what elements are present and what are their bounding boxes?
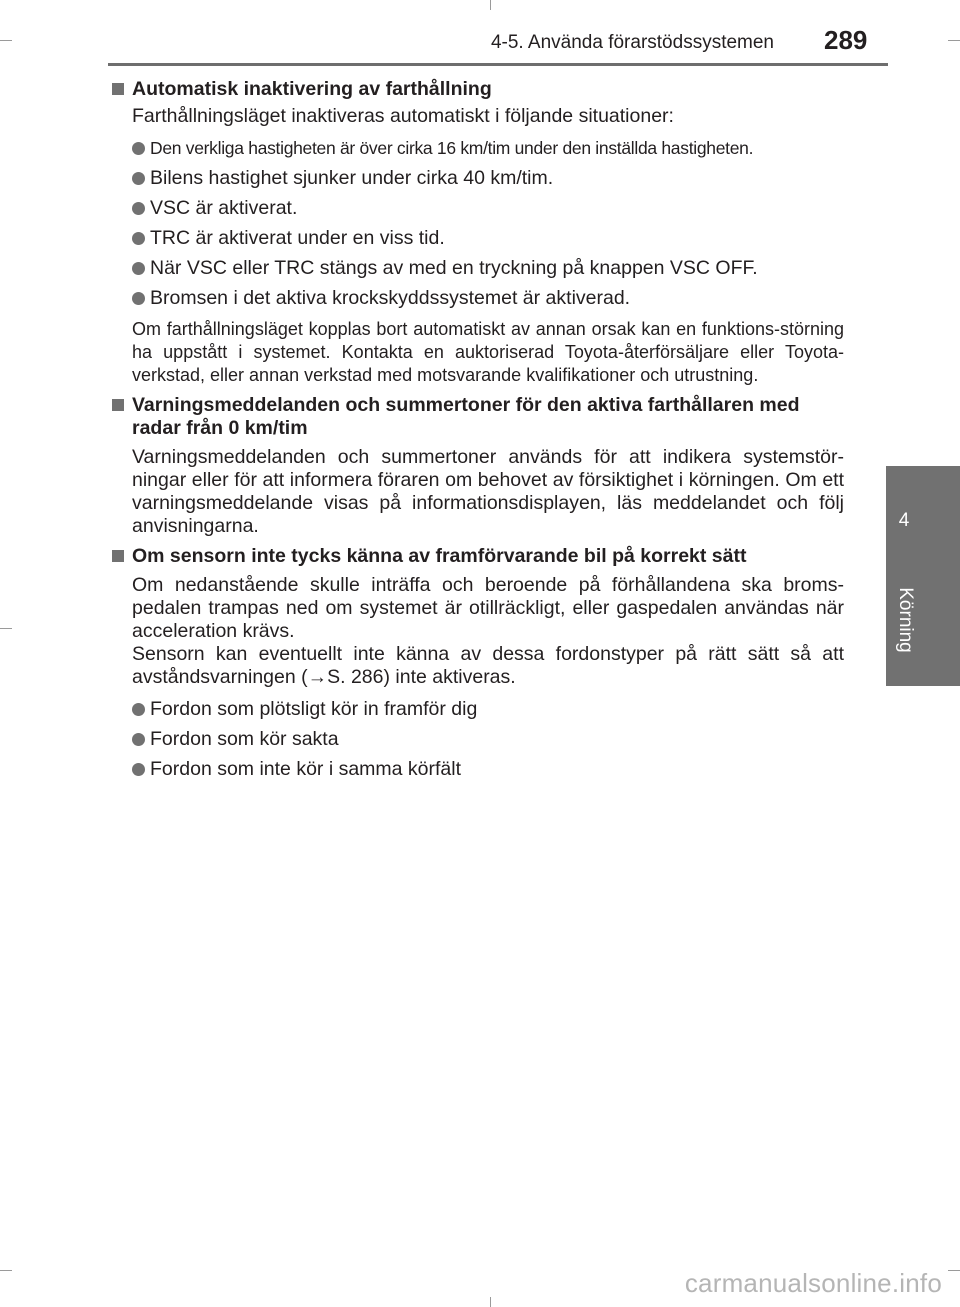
list-item-text: Fordon som kör sakta xyxy=(150,728,339,750)
square-bullet-icon xyxy=(112,550,124,562)
crop-mark xyxy=(0,1270,12,1271)
chapter-label xyxy=(880,575,930,665)
list-item xyxy=(108,227,844,250)
heading-text: Varningsmeddelanden och summertoner för den aktiva farthållaren med radar från 0 km/tim xyxy=(132,394,800,439)
list-item-text: Bilens hastighet sjunker under cirka 40 km/tim. xyxy=(150,167,554,189)
list-item xyxy=(108,257,844,280)
crop-mark xyxy=(948,40,960,41)
crop-mark xyxy=(490,1297,491,1307)
section-heading xyxy=(108,545,844,568)
list-item xyxy=(108,197,844,220)
list-item-text: När VSC eller TRC stängs av med en tryckning på knappen VSC OFF. xyxy=(150,257,758,279)
chapter-label-text: Körning xyxy=(895,587,916,653)
crop-mark xyxy=(490,0,491,10)
watermark: carmanualsonline.info xyxy=(684,1268,942,1298)
list-item xyxy=(108,758,844,781)
square-bullet-icon xyxy=(112,83,124,95)
round-bullet-icon xyxy=(132,292,145,305)
page-content xyxy=(108,72,844,781)
square-bullet-icon xyxy=(112,399,124,411)
heading-text: Automatisk inaktivering av farthållning xyxy=(132,78,492,100)
chapter-number: 4 xyxy=(898,510,910,531)
list-item xyxy=(108,287,844,310)
crop-mark xyxy=(948,1270,960,1271)
paragraph: Om nedanstående skulle inträffa och beroende på förhållandena ska broms-pedalen trampas ned om systemet är otillräckligt, eller gaspedalen användas när acceleration krävs. xyxy=(132,574,844,642)
list-item xyxy=(108,728,844,751)
round-bullet-icon xyxy=(132,232,145,245)
crop-mark xyxy=(0,40,12,41)
section-heading xyxy=(108,78,844,101)
section-title: 4-5. Använda förarstödssystemen xyxy=(490,32,774,53)
paragraph: Varningsmeddelanden och summertoner används för att indikera systemstör-ningar eller för att informera föraren om behovet av försiktighet i körningen. Om ett varningsmeddelande visas på informationsdisplayen, läs meddelandet och följ anvisningarna. xyxy=(132,446,844,537)
round-bullet-icon xyxy=(132,703,145,716)
paragraph: Sensorn kan eventuellt inte känna av dessa fordonstyper på rätt sätt så att avståndsvarningen (→S. 286) inte aktiveras. xyxy=(132,643,844,688)
list-item xyxy=(108,137,844,160)
list-item xyxy=(108,167,844,190)
note-paragraph: Om farthållningsläget kopplas bort automatiskt av annan orsak kan en funktions-störning ha uppstått i systemet. Kontakta en auktoriserad Toyota-återförsäljare eller Toyota-verkstad, eller annan verkstad med motsvarande kvalifikationer och utrustning. xyxy=(132,319,844,385)
round-bullet-icon xyxy=(132,763,145,776)
round-bullet-icon xyxy=(132,733,145,746)
list-item-text: Bromsen i det aktiva krockskyddssystemet är aktiverad. xyxy=(150,287,631,309)
round-bullet-icon xyxy=(132,262,145,275)
paragraph: Farthållningsläget inaktiveras automatiskt i följande situationer: xyxy=(132,105,674,127)
heading-text: Om sensorn inte tycks känna av framförvarande bil på korrekt sätt xyxy=(132,545,747,567)
page-number: 289 xyxy=(824,25,868,55)
round-bullet-icon xyxy=(132,202,145,215)
list-item-text: Fordon som plötsligt kör in framför dig xyxy=(150,698,478,720)
crop-mark xyxy=(0,628,12,629)
list-item-text: VSC är aktiverat. xyxy=(150,197,298,219)
header-rule xyxy=(108,63,888,66)
list-item-text: Den verkliga hastigheten är över cirka 16 km/tim under den inställda hastigheten. xyxy=(150,138,754,158)
section-heading xyxy=(108,394,844,440)
round-bullet-icon xyxy=(132,172,145,185)
list-item-text: TRC är aktiverat under en viss tid. xyxy=(150,227,445,249)
list-item-text: Fordon som inte kör i samma körfält xyxy=(150,758,462,780)
list-item xyxy=(108,698,844,721)
round-bullet-icon xyxy=(132,142,145,155)
